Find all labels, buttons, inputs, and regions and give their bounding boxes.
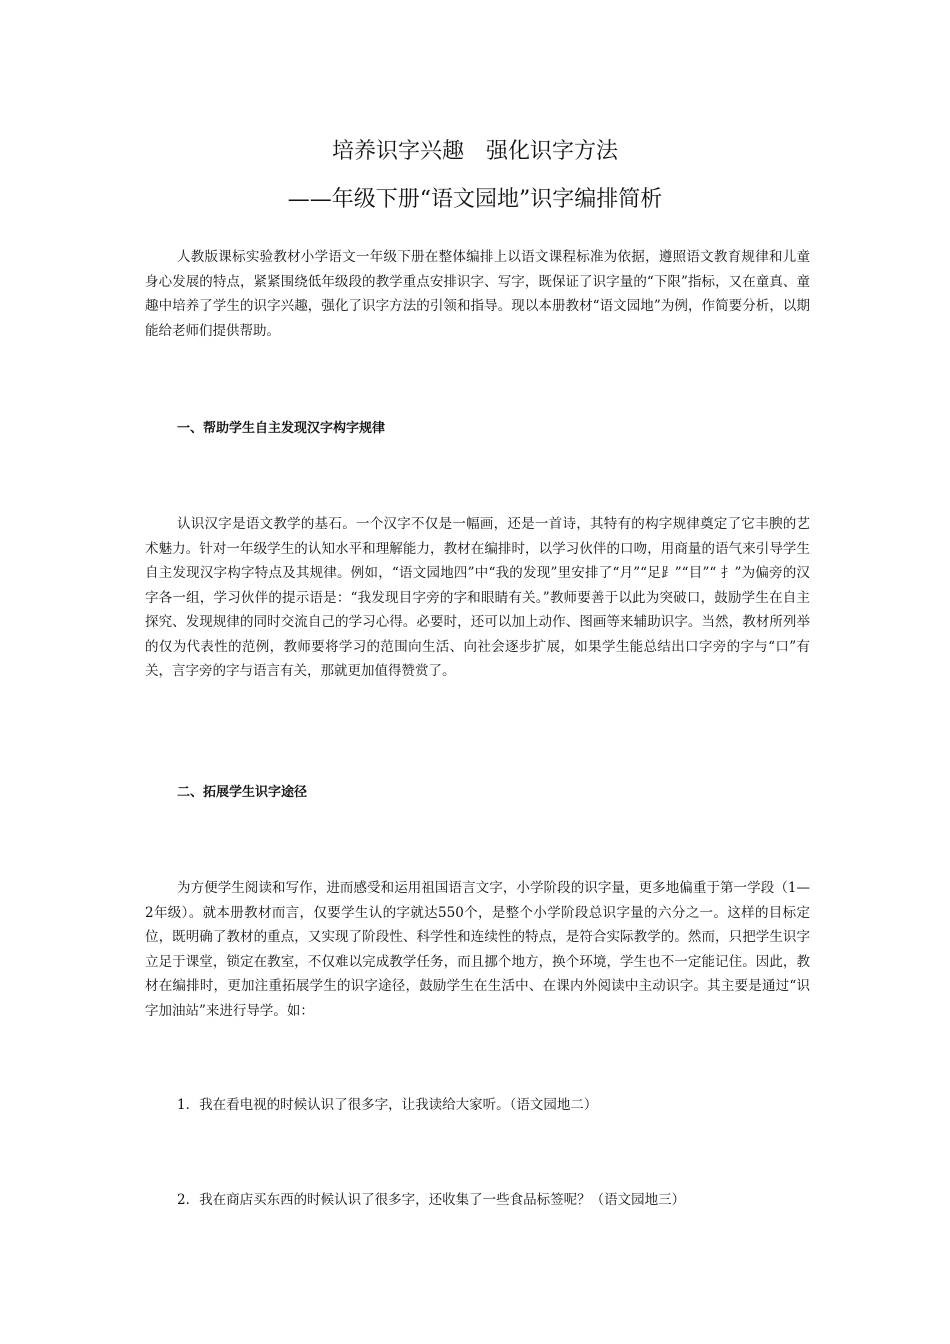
document-title: 培养识字兴趣 强化识字方法 — [331, 139, 618, 164]
list-item-1: 1．我在看电视的时候认识了很多字，让我读给大家听。（语文园地二） — [177, 1097, 598, 1113]
intro-paragraph: 人教版课标实验教材小学语文一年级下册在整体编排上以语文课程标准为依据，遵照语文教育规律和儿童身心发展的特点，紧紧围绕低年级段的教学重点安排识字、写字，既保证了识字量的“下限”指标，又在童真、童趣中培养了学生的识字兴趣，强化了识字方法的引领和指导。现以本册教材“语文园地”为例，作简要分析，以期能给老师们提供帮助。 — [145, 249, 810, 339]
section-body-2: 为方便学生阅读和写作，进而感受和运用祖国语言文字，小学阶段的识字量，更多地偏重于第一学段（1—2年级）。就本册教材而言，仅要学生认的字就达550个，是整个小学阶段总识字量的六分之一。这样的目标定位，既明确了教材的重点，又实现了阶段性、科学性和连续性的特点，是符合实际教学的。然而，只把学生识字立足于课堂，锁定在教室，不仅难以完成教学任务，而且挪个地方，换个环境，学生也不一定能记住。因此，教材在编排时，更加注重拓展学生的识字途径，鼓励学生在生活中、在课内外阅读中主动识字。其主要是通过“识字加油站”来进行导学。如： — [145, 880, 810, 1019]
section-heading-2: 二、拓展学生识字途径 — [177, 785, 308, 800]
list-item-2: 2．我在商店买东西的时候认识了很多字，还收集了一些食品标签呢？（语文园地三） — [177, 1192, 686, 1208]
section-body-1: 认识汉字是语文教学的基石。一个汉字不仅是一幅画，还是一首诗，其特有的构字规律奠定了它丰腴的艺术魅力。针对一年级学生的认知水平和理解能力，教材在编排时，以学习伙伴的口吻，用商量的语气来引导学生自主发现汉字构字特点及其规律。例如，“语文园地四”中“我的发现”里安排了“月”“足⻊”“目”“ 扌”为偏旁的汉字各一组，学习伙伴的提示语是：“我发现目字旁的字和眼睛有关。”教师要善于以此为突破口，鼓励学生在自主探究、发现规律的同时交流自己的学习心得。必要时，还可以加上动作、图画等来辅助识字。当然，教材所列举的仅为代表性的范例，教师要将学习的范围向生活、向社会逐步扩展，如果学生能总结出口字旁的字与“口”有关，言字旁的字与语言有关，那就更加值得赞赏了。 — [145, 516, 810, 679]
document-subtitle: ——年级下册“语文园地”识字编排简析 — [287, 187, 663, 212]
section-heading-1: 一、帮助学生自主发现汉字构字规律 — [177, 421, 386, 436]
